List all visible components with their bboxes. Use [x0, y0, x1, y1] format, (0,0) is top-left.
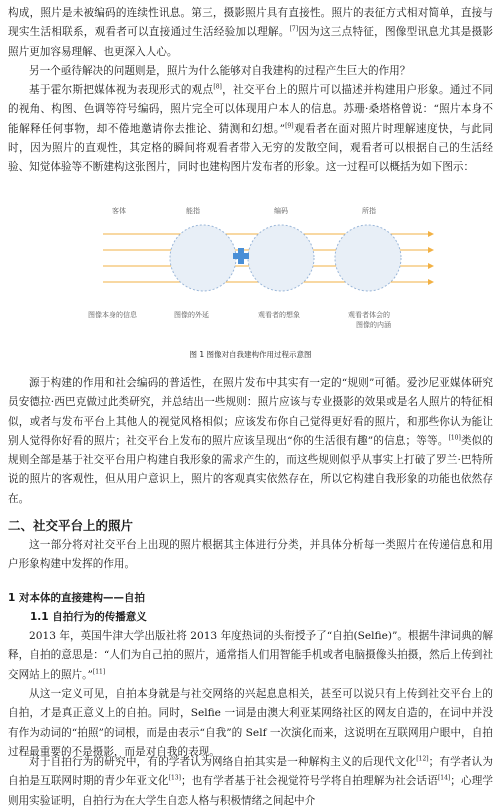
figure-arrowhead — [428, 247, 434, 253]
subsubsection-heading: 1.1 自拍行为的传播意义 — [30, 611, 147, 623]
paragraph-text: 源于构建的作用和社会编码的普适性，在照片发布中其实有一定的“规则”可循。爱沙尼亚媒体研究员安德拉·西巴克做过此类研究，并总结出一些规则：照片应该与专业摄影的效果或是名人照片的特征相似，或者与发布平台上其他人的视觉风格相似；应该发布你自己觉得更好看的照片，和那些你认为能让别人觉得你好看的照片；社交平台上发布的照片应该呈现出“你的生活很有趣”的信息；等等。 — [8, 377, 493, 447]
paragraph-1 — [8, 4, 493, 62]
paragraph-text: ；也有学者基于社会视觉符号学将自拍理解为社会话语 — [180, 775, 438, 788]
figure-label-signified: 所指 — [362, 207, 376, 215]
figure-label-connotation: 图像的内涵 — [356, 321, 391, 329]
paragraph-5: 这一部分将对社交平台上出现的照片根据其主体进行分类，并具体分析每一类照片在传递信息和用户形象构建中发挥的作用。 — [8, 539, 493, 571]
section-heading: 二、社交平台上的照片 — [8, 518, 134, 533]
citation-ref: [8] — [213, 83, 222, 91]
citation-ref: [14] — [437, 774, 451, 782]
subsection-heading: 1 对本体的直接建构——自拍 — [8, 592, 145, 604]
figure-arrowhead — [428, 279, 434, 285]
signifier-circle — [170, 225, 236, 291]
paragraph-text: 类似的规则全部是基于社交平台用户构建自我形象的需求产生的，而这些规则似乎从事实上打破了罗兰·巴特所说的照片的客观性，但从用户意识上，照片的客观真实依然存在，所以它构建自我形象的功能也依然存在。 — [8, 434, 494, 505]
paragraph-text: ；有学者认为自拍是互联网时期的青少年亚文化 — [8, 756, 494, 788]
figure-label-image-info: 图像本身的信息 — [88, 311, 137, 319]
paragraph-text: ；心理学则用实验证明，自拍行为在大学生自恋人格与积极情绪之间起中介 — [8, 775, 493, 807]
citation-ref: [11] — [92, 668, 106, 676]
figure-label-experience: 观看者体会的 — [348, 311, 390, 319]
citation-ref: [10] — [448, 434, 461, 442]
citation-ref: [13] — [168, 774, 181, 782]
citation-ref: [7] — [289, 25, 299, 33]
figure-arrowhead — [428, 231, 434, 237]
figure-label-code: 编码 — [274, 207, 288, 215]
citation-ref: [9] — [285, 122, 294, 130]
figure-label-object: 客体 — [112, 207, 126, 215]
paragraph-8 — [8, 753, 493, 811]
paragraph-text: 基于霍尔斯把媒体视为表现形式的观点 — [29, 84, 214, 96]
figure-caption: 图 1 图像对自我建构作用过程示意图 — [189, 350, 312, 359]
figure-diagram — [8, 196, 493, 346]
paragraph-4 — [8, 374, 493, 509]
paragraph-text: 因为这三点特征，图像型讯息尤其是摄影照片更加容易理解、也更深入人心。 — [8, 26, 494, 58]
paragraph-text: 观看者在面对照片时理解速度快，与此同时，因为照片的直观性，其定格的瞬间将观看者带入无穷的发散空间，观看者可以根据自己的生活经验、知觉体验等不断建构这张图片，同时也建构图片发布者的形象。这一过程可以概括为如下图示： — [8, 122, 493, 174]
code-circle — [248, 225, 314, 291]
paragraph-text: 对于自拍行为的研究中，有的学者认为网络自拍其实是一种解构主义的后现代文化 — [29, 756, 417, 768]
paragraph-text: 构成，照片是未被编码的连续性讯息。第三，摄影照片具有直接性。照片的表征方式相对简单，直接与现实生活相联系，观看者可以直接通过生活经验加以理解。 — [8, 7, 493, 39]
paragraph-text: ，社交平台上的照片可以描述并构建用户形象。通过不同的视角、构图、色调等符号编码，照片完全可以体现用户本人的信息。苏珊·桑塔格曾说：“照片本身不能解释任何事物，却不倦地邀请你去推论、猜测和幻想。” — [8, 84, 494, 135]
figure-1 — [8, 196, 493, 366]
figure-label-denotation: 图像的外延 — [174, 311, 209, 319]
figure-label-signifier: 能指 — [186, 207, 200, 215]
citation-ref: [12] — [416, 755, 429, 763]
paragraph-6 — [8, 627, 493, 685]
paragraph-2: 另一个亟待解决的问题则是，照片为什么能够对自我建构的过程产生巨大的作用？ — [29, 65, 411, 77]
paragraph-text: 2013 年，英国牛津大学出版社将 2013 年度热词的头衔授予了“自拍(Selfie)”。根据牛津词典的解释，自拍的意思是：“人们为自己拍的照片，通常指人们用智能手机或者电脑摄像头拍摄，然后上传到社交网站上的照片。” — [8, 630, 493, 681]
figure-arrowhead — [428, 263, 434, 269]
signified-circle — [335, 225, 401, 291]
figure-label-imagination: 观看者的想象 — [258, 311, 300, 319]
paragraph-3 — [8, 81, 493, 177]
paragraph-7: 从这一定义可见，自拍本身就是与社交网络的兴起息息相关，甚至可以说只有上传到社交平台上的自拍，才是真正意义上的自拍。同时，Selfie 一词是由澳大利亚某网络社区的网友自造的，在词中并没有作为动词的“拍照”的词根，而是由表示“自我”的 Self 一次演化而来，这说明在互联网用户眼中，自拍过程最重要的不是摄影，而是对自我的表现。 — [8, 688, 493, 758]
